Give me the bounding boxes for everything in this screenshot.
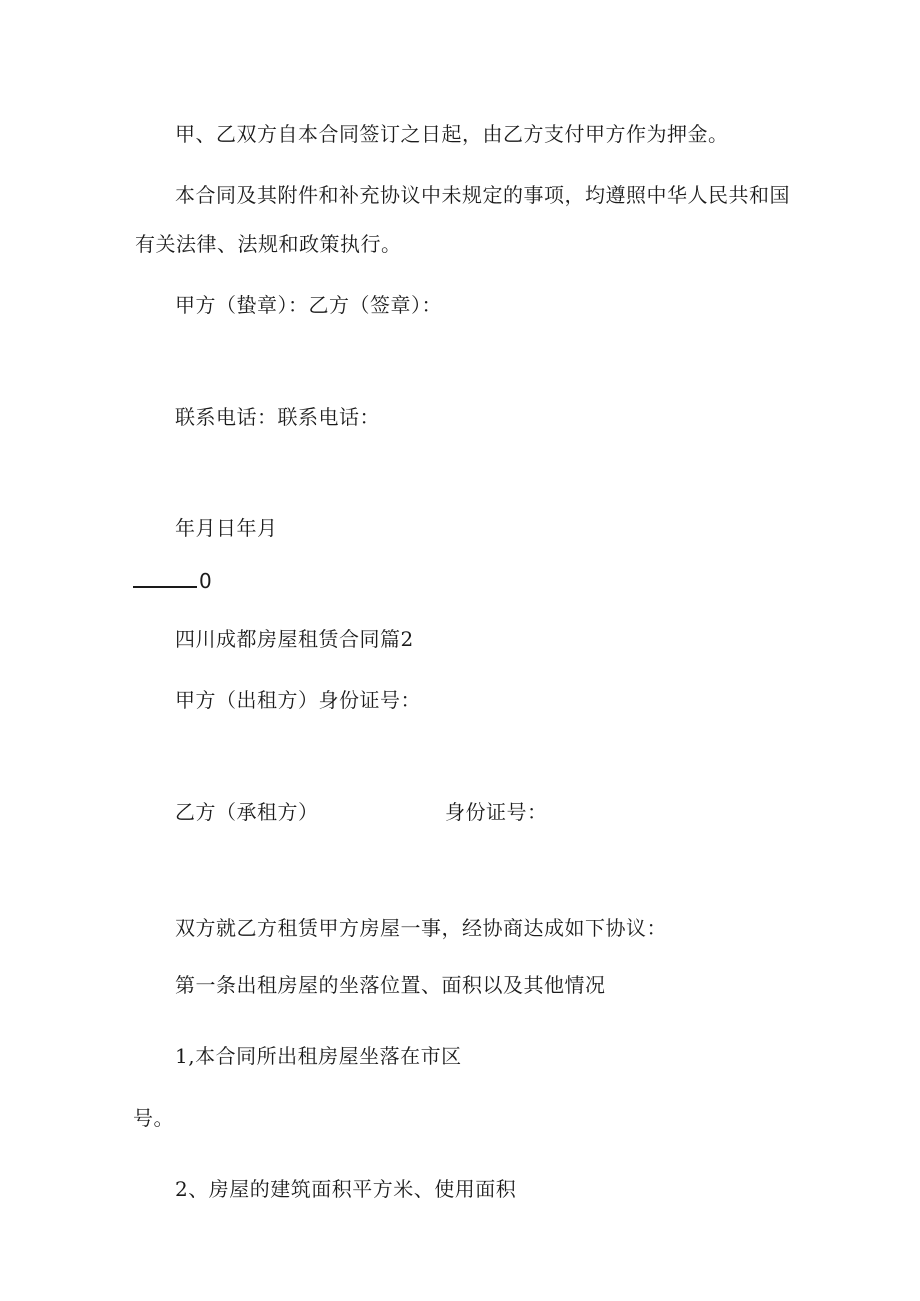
deposit-clause: 甲、乙双方自本合同签订之日起，由乙方支付甲方作为押金。: [175, 122, 729, 146]
date-line: 年月日年月: [175, 516, 278, 540]
legal-clause-line-1: 本合同及其附件和补充协议中未规定的事项，均遵照中华人民共和国: [175, 183, 790, 207]
contract-section-title: 四川成都房屋租赁合同篇2: [175, 627, 414, 651]
property-location-line: 1,本合同所出租房屋坐落在市区: [175, 1044, 462, 1068]
contact-phone-line: 联系电话：联系电话：: [175, 405, 380, 429]
signature-line: 甲方（蛰章）：乙方（签章）：: [175, 293, 442, 317]
blank-suffix: 0: [199, 569, 213, 593]
underline-blank: [133, 568, 197, 588]
property-area-line: 2、房屋的建筑面积平方米、使用面积: [175, 1177, 517, 1201]
tenant-id-label: 身份证号：: [445, 800, 548, 824]
tenant-label: 乙方（承租方）: [175, 800, 319, 824]
agreement-intro: 双方就乙方租赁甲方房屋一事，经协商达成如下协议：: [175, 916, 667, 940]
article-one-heading: 第一条出租房屋的坐落位置、面积以及其他情况: [175, 973, 606, 997]
landlord-id-line: 甲方（出租方）身份证号：: [175, 688, 421, 712]
blank-fill-line: [133, 568, 212, 593]
property-number-line: 号。: [133, 1106, 174, 1130]
legal-clause-line-2: 有关法律、法规和政策执行。: [135, 232, 402, 256]
